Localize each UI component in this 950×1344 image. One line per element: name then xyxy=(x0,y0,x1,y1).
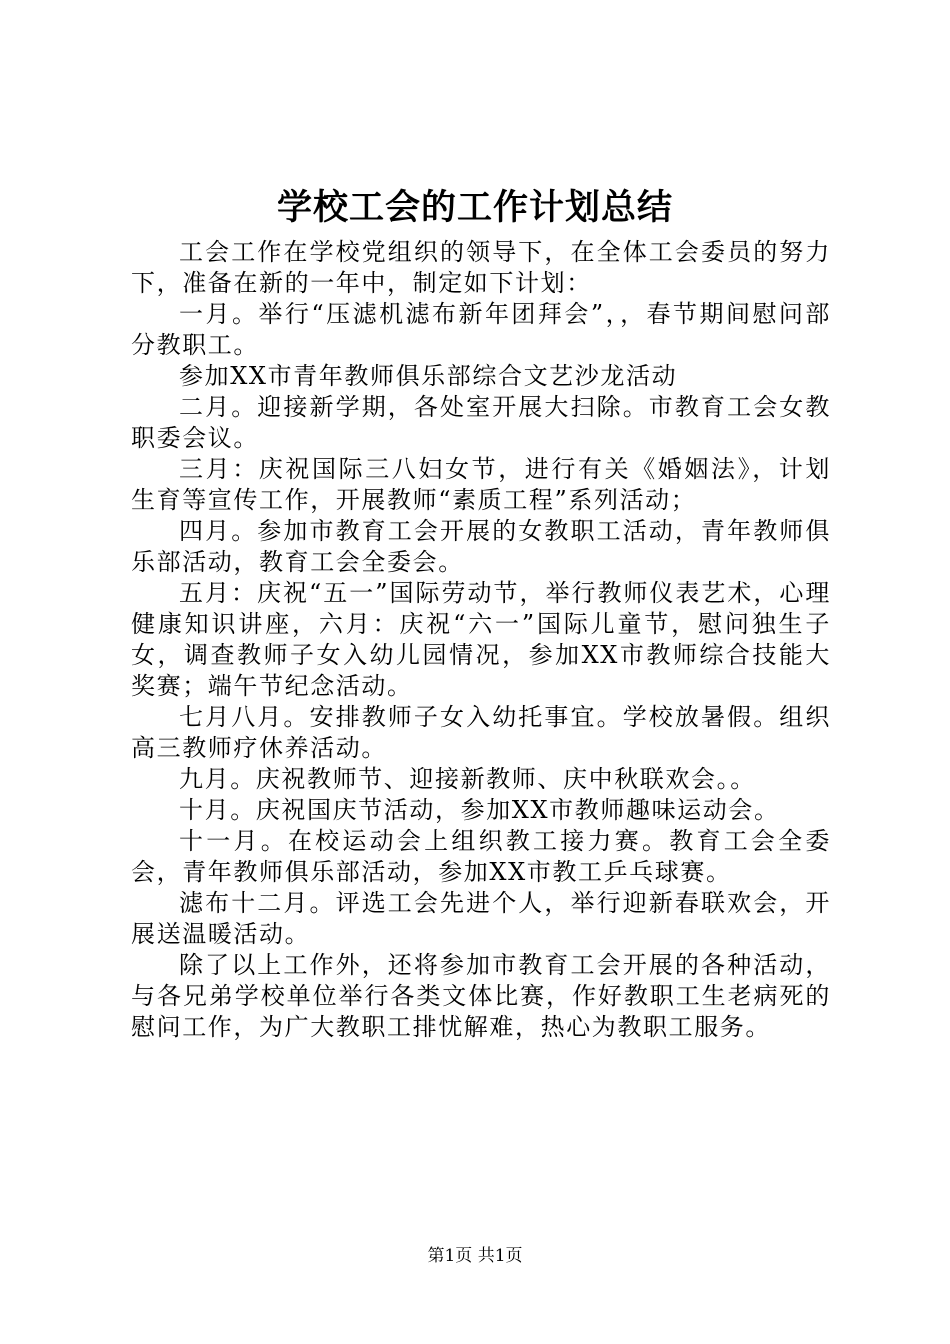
paragraph-salon: 参加XX市青年教师俱乐部综合文艺沙龙活动 xyxy=(179,362,678,390)
page-title: 学校工会的工作计划总结 xyxy=(276,188,673,228)
paragraph-may-june: 五月：庆祝“五一”国际劳动节，举行教师仪表艺术，心理健康知识讲座，六月：庆祝“六一”国际儿童节，慰问独生子女，调查教师子女入幼儿园情况，参加XX市教师综合技能大奖赛；端午节纪念活动。 xyxy=(131,579,831,700)
page-number-footer: 第1页 共1页 xyxy=(427,1246,523,1266)
paragraph-july-august: 七月八月。安排教师子女入幼托事宜。学校放暑假。组织高三教师疗休养活动。 xyxy=(131,703,831,762)
paragraph-october: 十月。庆祝国庆节活动，参加XX市教师趣味运动会。 xyxy=(179,796,780,824)
paragraph-april: 四月。参加市教育工会开展的女教职工活动，青年教师俱乐部活动，教育工会全委会。 xyxy=(131,517,831,576)
paragraph-intro: 工会工作在学校党组织的领导下，在全体工会委员的努力下，准备在新的一年中，制定如下计划： xyxy=(131,238,831,297)
paragraph-september: 九月。庆祝教师节、迎接新教师、庆中秋联欢会。。 xyxy=(179,765,756,793)
paragraph-march: 三月：庆祝国际三八妇女节，进行有关《婚姻法》，计划生育等宣传工作，开展教师“素质工程”系列活动； xyxy=(131,455,831,514)
paragraph-february: 二月。迎接新学期，各处室开展大扫除。市教育工会女教职委会议。 xyxy=(131,393,831,452)
document-body xyxy=(131,237,831,1043)
paragraph-november: 十一月。在校运动会上组织教工接力赛。教育工会全委会，青年教师俱乐部活动，参加XX市教工乒乓球赛。 xyxy=(131,827,831,886)
paragraph-december: 滤布十二月。评选工会先进个人，举行迎新春联欢会，开展送温暖活动。 xyxy=(131,889,831,948)
paragraph-january: 一月。举行“压滤机滤布新年团拜会”，，春节期间慰问部分教职工。 xyxy=(131,300,831,359)
paragraph-closing: 除了以上工作外，还将参加市教育工会开展的各种活动，与各兄弟学校单位举行各类文体比赛，作好教职工生老病死的慰问工作，为广大教职工排忧解难，热心为教职工服务。 xyxy=(131,951,831,1041)
